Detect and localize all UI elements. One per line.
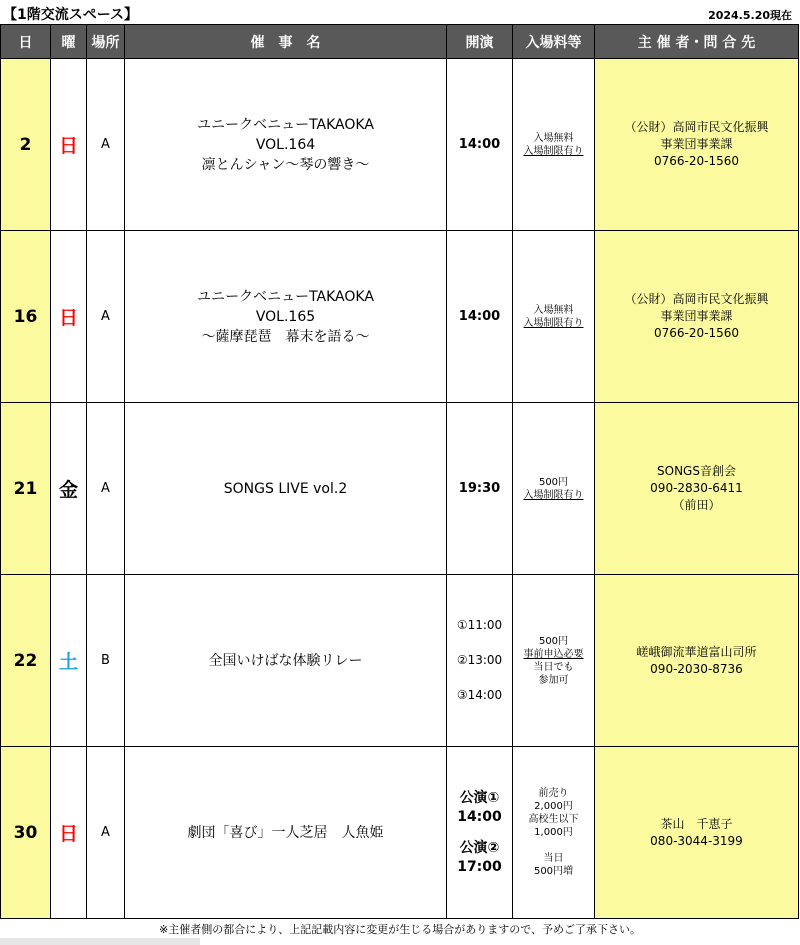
organizer-cell	[595, 59, 799, 231]
table-row	[1, 575, 799, 747]
day-cell: 21	[1, 403, 51, 575]
table-row	[1, 403, 799, 575]
col-header-day: 日	[1, 25, 51, 59]
top-bar	[0, 0, 800, 24]
col-header-weekday: 曜	[51, 25, 87, 59]
event-cell	[125, 747, 447, 919]
fee-line: 入場無料	[533, 132, 574, 144]
start-line: 17:00	[457, 858, 502, 875]
day-cell: 30	[1, 747, 51, 919]
weekday-cell: 日	[51, 59, 87, 231]
organizer-line: 090-2030-8736	[650, 661, 743, 676]
col-header-organizer: 主 催 者・問 合 先	[595, 25, 799, 59]
start-line: ③14:00	[456, 688, 503, 702]
event-line: VOL.164	[255, 136, 316, 153]
start-cell: 14:00	[447, 231, 513, 403]
table-row	[1, 59, 799, 231]
table-row	[1, 747, 799, 919]
organizer-line: （公財）高岡市民文化振興	[624, 292, 769, 306]
organizer-line: （前田）	[672, 498, 721, 512]
start-cell: 14:00	[447, 59, 513, 231]
event-cell	[125, 59, 447, 231]
organizer-line: 080-3044-3199	[650, 833, 743, 848]
fee-line: 入場制限有り	[523, 145, 584, 157]
col-header-fee: 入場料等	[513, 25, 595, 59]
weekday-cell: 日	[51, 231, 87, 403]
fee-cell	[513, 231, 595, 403]
fee-line: 当日	[543, 853, 564, 864]
fee-line: 1,000円	[534, 827, 573, 838]
fee-line: 2,000円	[534, 801, 573, 812]
fee-cell	[513, 747, 595, 919]
event-line: ユニークベニューTAKAOKA	[197, 116, 374, 133]
event-line: VOL.165	[255, 308, 316, 325]
organizer-cell	[595, 575, 799, 747]
venue-cell: A	[87, 231, 125, 403]
organizer-line: SONGS音創会	[657, 464, 736, 478]
event-line: ～薩摩琵琶 幕末を語る～	[201, 328, 370, 345]
start-cell: 19:30	[447, 403, 513, 575]
col-header-start: 開演	[447, 25, 513, 59]
day-cell: 16	[1, 231, 51, 403]
fee-cell	[513, 59, 595, 231]
fee-line: 入場制限有り	[523, 317, 584, 329]
bottom-strip	[0, 938, 200, 945]
event-cell	[125, 575, 447, 747]
fee-line: 事前申込必要	[523, 648, 584, 660]
fee-line: 500円増	[533, 866, 574, 877]
event-line: 全国いけばな体験リレー	[208, 652, 363, 669]
venue-cell: A	[87, 59, 125, 231]
fee-line: 当日でも	[533, 661, 574, 673]
organizer-line: 0766-20-1560	[653, 154, 739, 168]
fee-cell	[513, 403, 595, 575]
fee-line: 入場無料	[533, 304, 574, 316]
fee-line: 参加可	[538, 674, 569, 686]
event-line: ユニークベニューTAKAOKA	[197, 288, 374, 305]
footnote: ※主催者側の都合により、上記記載内容に変更が生じる場合がありますので、予めご了承下さい。	[159, 923, 641, 936]
start-line: 14:00	[457, 808, 502, 825]
event-cell	[125, 403, 447, 575]
organizer-line: 0766-20-1560	[653, 326, 739, 340]
start-gap	[447, 827, 512, 839]
fee-cell	[513, 575, 595, 747]
event-line: 凛とんシャン～琴の響き～	[201, 156, 370, 173]
event-line: SONGS LIVE vol.2	[223, 480, 348, 497]
start-cell	[447, 747, 513, 919]
venue-cell: A	[87, 403, 125, 575]
venue-cell: A	[87, 747, 125, 919]
event-cell	[125, 231, 447, 403]
organizer-cell	[595, 747, 799, 919]
col-header-venue: 場所	[87, 25, 125, 59]
as-of-date: 2024.5.20現在	[708, 9, 792, 22]
organizer-line: 嵯峨御流華道富山司所	[636, 644, 757, 659]
weekday-cell: 土	[51, 575, 87, 747]
start-line: ①11:00	[456, 618, 503, 632]
fee-line: 500円	[538, 635, 569, 647]
fee-line: 前売り	[538, 788, 569, 799]
start-line: ②13:00	[456, 653, 503, 667]
event-line: 劇団「喜び」一人芝居 人魚姫	[187, 824, 384, 841]
day-cell: 2	[1, 59, 51, 231]
day-cell: 22	[1, 575, 51, 747]
organizer-line: 事業団事業課	[660, 309, 733, 323]
organizer-line: （公財）高岡市民文化振興	[624, 120, 769, 134]
fee-line: 500円	[538, 476, 569, 488]
start-line: 公演②	[459, 839, 500, 856]
organizer-line: 事業団事業課	[660, 137, 733, 151]
start-cell	[447, 575, 513, 747]
venue-cell: B	[87, 575, 125, 747]
start-line: 公演①	[459, 789, 500, 806]
page-title: 【1階交流スペース】	[3, 7, 139, 23]
col-header-event: 催 事 名	[125, 25, 447, 59]
organizer-line: 茶山 千恵子	[660, 816, 733, 831]
fee-line: 高校生以下	[528, 814, 579, 825]
organizer-cell	[595, 231, 799, 403]
organizer-line: 090-2830-6411	[650, 481, 743, 495]
fee-line	[513, 839, 594, 852]
table-header-row	[1, 25, 799, 59]
schedule-table	[0, 24, 799, 919]
weekday-cell: 金	[51, 403, 87, 575]
organizer-cell	[595, 403, 799, 575]
fee-line: 入場制限有り	[523, 489, 584, 501]
weekday-cell: 日	[51, 747, 87, 919]
table-row	[1, 231, 799, 403]
